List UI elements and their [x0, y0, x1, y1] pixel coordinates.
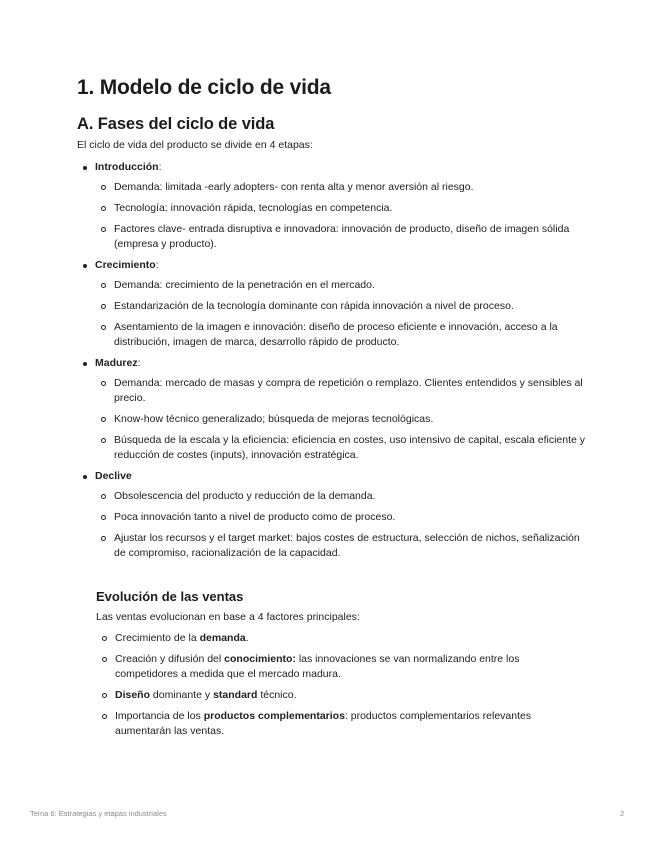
- list-item: Búsqueda de la escala y la eficiencia: eficiencia en costes, uso intensivo de capital, escala eficiente y reducción de costes (inputs), innovación estratégica.: [95, 433, 589, 463]
- list-item: Tecnología: innovación rápida, tecnologías en competencia.: [95, 201, 589, 216]
- phase-title: Declive: [95, 470, 132, 482]
- factor-diseno: Diseño dominante y standard técnico.: [96, 688, 556, 703]
- list-item: Poca innovación tanto a nivel de producto como de proceso.: [95, 510, 589, 525]
- footer-page-number: 2: [620, 809, 625, 818]
- list-item: Asentamiento de la imagen e innovación: diseño de proceso eficiente e innovación, acceso a la distribución, imagen de marca, desarrollo rápido de producto.: [95, 320, 589, 350]
- section-title: A. Fases del ciclo de vida: [77, 115, 275, 133]
- phase-title: Crecimiento: [95, 259, 156, 271]
- list-item: Demanda: crecimiento de la penetración en el mercado.: [95, 278, 589, 293]
- phase-title: Madurez: [95, 357, 138, 369]
- page-title: 1. Modelo de ciclo de vida: [77, 76, 331, 99]
- phase-madurez: Madurez: Demanda: mercado de masas y compra de repetición o remplazo. Clientes entendidos y sensibles al precio. Know-how técnico generalizado; búsqueda de mejoras tecnológicas. Búsqueda de la escala y la eficiencia: eficiencia en costes, uso intensivo de capital, escala eficiente y reducción de costes (inputs), innovación estratégica.: [77, 356, 587, 463]
- phase-title: Introducción: [95, 161, 159, 173]
- phase-crecimiento: Crecimiento: Demanda: crecimiento de la penetración en el mercado. Estandarización de la tecnología dominante con rápida innovación a nivel de proceso. Asentamiento de la imagen e innovación: diseño de proceso eficiente e innovación, acceso a la distribución, imagen de marca, desarrollo rápido de producto.: [77, 258, 587, 350]
- list-item: Demanda: mercado de masas y compra de repetición o remplazo. Clientes entendidos y sensibles al precio.: [95, 376, 589, 406]
- list-item: Demanda: limitada -early adopters- con renta alta y menor aversión al riesgo.: [95, 180, 589, 195]
- list-item: Obsolescencia del producto y reducción de la demanda.: [95, 489, 589, 504]
- list-item: Know-how técnico generalizado; búsqueda de mejoras tecnológicas.: [95, 412, 589, 427]
- list-item: Estandarización de la tecnología dominante con rápida innovación a nivel de proceso.: [95, 299, 589, 314]
- factor-demanda: Crecimiento de la demanda.: [96, 631, 556, 646]
- phase-list: [77, 160, 587, 567]
- section-intro: El ciclo de vida del producto se divide en 4 etapas:: [77, 139, 313, 151]
- list-item: Ajustar los recursos y el target market: bajos costes de estructura, selección de nichos, señalización de compromiso, racionalización de la capacidad.: [95, 531, 589, 561]
- phase-introduccion: Introducción: Demanda: limitada -early adopters- con renta alta y menor aversión al riesgo. Tecnología: innovación rápida, tecnologías en competencia. Factores clave- entrada disruptiva e innovadora: innovación de producto, diseño de imagen sólida (empresa y producto).: [77, 160, 587, 252]
- factor-complementarios: Importancia de los productos complementarios: productos complementarios relevantes aumentarán las ventas.: [96, 709, 556, 739]
- factor-list: [96, 631, 556, 745]
- footer-topic: Tema 6: Estrategias y etapas industriales: [30, 809, 167, 818]
- subsection-title: Evolución de las ventas: [96, 589, 244, 604]
- factor-conocimiento: Creación y difusión del conocimiento: las innovaciones se van normalizando entre los competidores a medida que el mercado madura.: [96, 652, 556, 682]
- phase-declive: [77, 469, 587, 561]
- subsection-intro: Las ventas evolucionan en base a 4 factores principales:: [96, 611, 360, 623]
- list-item: Factores clave- entrada disruptiva e innovadora: innovación de producto, diseño de imagen sólida (empresa y producto).: [95, 222, 589, 252]
